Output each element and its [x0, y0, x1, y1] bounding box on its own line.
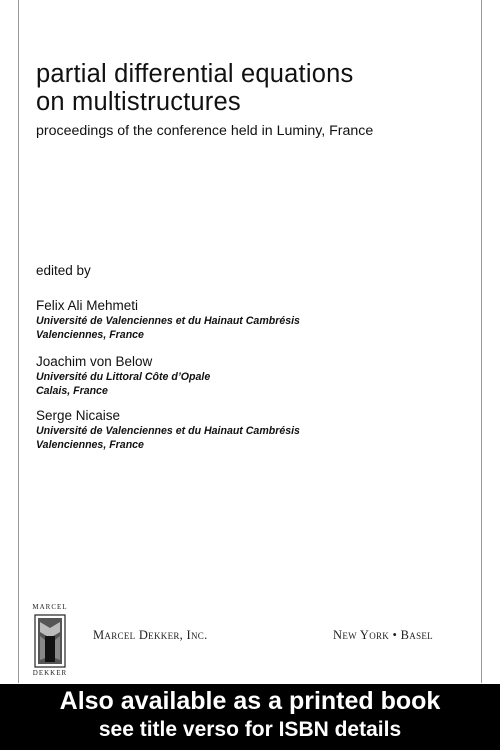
- publisher-name: Marcel Dekker, Inc.: [93, 628, 208, 642]
- logo-text-bottom: DEKKER: [32, 669, 68, 677]
- publisher-logo: [28, 603, 72, 679]
- editor-block: [36, 354, 476, 398]
- logo-text-top: MARCEL: [32, 603, 68, 611]
- edited-by-label: edited by: [36, 263, 91, 278]
- editor-block: [36, 298, 476, 342]
- publisher-location: New York • Basel: [333, 628, 433, 642]
- banner-line-1: Also available as a printed book: [59, 687, 441, 715]
- editor-affiliation: Université de Valenciennes et du Hainaut Cambrésis: [36, 425, 300, 437]
- editor-block: [36, 408, 476, 452]
- editor-affiliation: Université du Littoral Côte d’Opale: [36, 371, 211, 383]
- book-title-line-1: partial differential equations: [36, 60, 354, 88]
- editor-name: Felix Ali Mehmeti: [36, 298, 139, 313]
- publisher-logo-icon: [34, 614, 66, 668]
- editor-location: Calais, France: [36, 384, 108, 397]
- editor-location: Valenciennes, France: [36, 328, 144, 341]
- book-title-line-2: on multistructures: [36, 88, 241, 116]
- book-subtitle: proceedings of the conference held in Luminy, France: [36, 123, 374, 139]
- editor-location: Valenciennes, France: [36, 438, 144, 451]
- editor-name: Serge Nicaise: [36, 408, 121, 423]
- banner-line-2: see title verso for ISBN details: [98, 718, 402, 741]
- printed-book-banner: [0, 684, 500, 750]
- book-title: [36, 60, 476, 116]
- editor-name: Joachim von Below: [36, 354, 153, 369]
- editor-affiliation: Université de Valenciennes et du Hainaut Cambrésis: [36, 315, 300, 327]
